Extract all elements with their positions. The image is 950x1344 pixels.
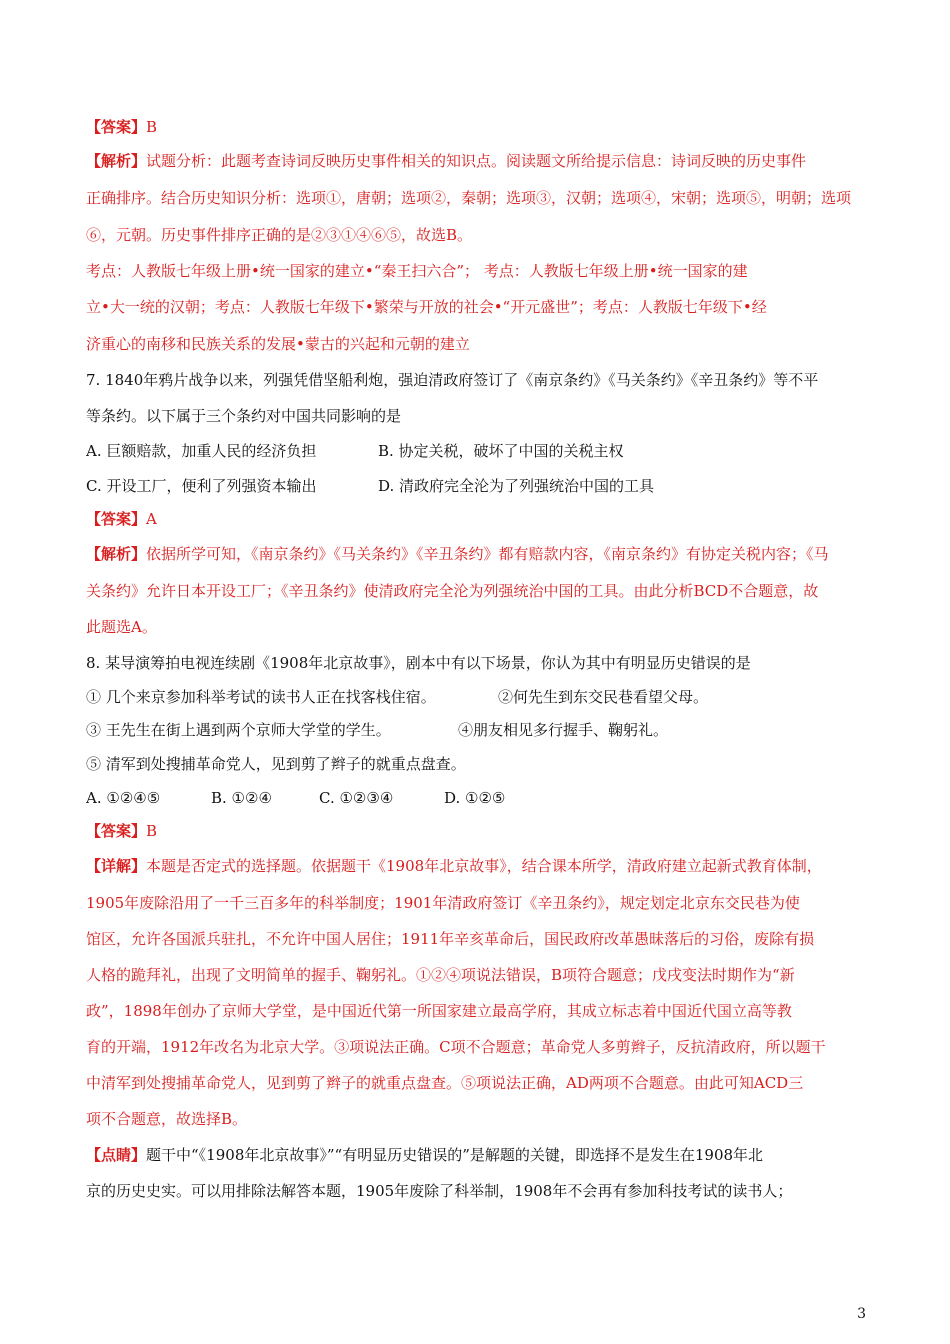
q6-answer-line xyxy=(86,116,876,138)
answer-tag: 【答案】 xyxy=(86,510,147,528)
q7-options-row-2 xyxy=(86,475,876,497)
q6-kaodian-line-1: 考点：人教版七年级上册•统一国家的建立•“秦王扫六合”； 考点：人教版七年级上册•统一国家的建 xyxy=(86,262,748,280)
analysis-tag: 【解析】 xyxy=(86,152,147,170)
analysis-text: 试题分析：此题考查诗词反映历史事件相关的知识点。阅读题文所给提示信息：诗词反映的历史事件 xyxy=(146,152,807,170)
answer-tag: 【答案】 xyxy=(86,822,147,840)
q8-scene-4: ④朋友相见多行握手、鞠躬礼。 xyxy=(458,721,669,739)
dianjing-text: 题干中“《1908年北京故事》”“有明显历史错误的”是解题的关键，即选择不是发生在1908年北 xyxy=(146,1146,764,1164)
answer-value: A xyxy=(146,510,157,528)
q8-scenes-row-1 xyxy=(86,686,876,708)
q8-stem: 8. 某导演筹拍电视连续剧《1908年北京故事》，剧本中有以下场景，你认为其中有明显历史错误的是 xyxy=(86,654,751,672)
q6-kaodian-line-3: 济重心的南移和民族关系的发展•蒙古的兴起和元朝的建立 xyxy=(86,335,470,353)
q7-option-d: D. 清政府完全沦为了列强统治中国的工具 xyxy=(378,477,655,495)
q8-detail-line-2: 1905年废除沿用了一千三百多年的科举制度；1901年清政府签订《辛丑条约》，规定划定北京东交民巷为使 xyxy=(86,894,800,912)
q8-scene-2: ②何先生到东交民巷看望父母。 xyxy=(498,688,709,706)
q6-kaodian-line-2: 立•大一统的汉朝；考点：人教版七年级下•繁荣与开放的社会•“开元盛世”；考点：人教版七年级下•经 xyxy=(86,298,767,316)
q7-stem-line-1: 7. 1840年鸦片战争以来，列强凭借坚船利炮，强迫清政府签订了《南京条约》《马关条约》《辛丑条约》等不平 xyxy=(86,371,819,389)
q7-analysis-line-3: 此题选A。 xyxy=(86,618,157,636)
q8-dianjing-line-2: 京的历史史实。可以用排除法解答本题，1905年废除了科举制，1908年不会再有参加科技考试的读书人； xyxy=(86,1182,793,1200)
q8-options-row xyxy=(86,787,876,809)
q7-option-a: A. 巨额赔款，加重人民的经济负担 xyxy=(86,442,317,460)
q8-scene-3: ③ 王先生在街上遇到两个京师大学堂的学生。 xyxy=(86,721,391,739)
q8-detail-line-4: 人格的跪拜礼，出现了文明简单的握手、鞠躬礼。①②④项说法错误，B项符合题意；戊戌变法时期作为“新 xyxy=(86,966,795,984)
q8-answer-line xyxy=(86,820,876,842)
q8-detail-line-1 xyxy=(86,855,876,877)
q6-analysis-line-3: ⑥，元朝。历史事件排序正确的是②③①④⑥⑤，故选B。 xyxy=(86,226,473,244)
q7-analysis-line-2: 关条约》允许日本开设工厂；《辛丑条约》使清政府完全沦为列强统治中国的工具。由此分析BCD不合题意，故 xyxy=(86,582,819,600)
q8-detail-line-7: 中清军到处搜捕革命党人，见到剪了辫子的就重点盘查。⑤项说法正确，AD两项不合题意。由此可知ACD三 xyxy=(86,1074,804,1092)
answer-value: B xyxy=(146,822,158,840)
q8-option-a: A. ①②④⑤ xyxy=(86,789,161,807)
q8-scene-5: ⑤ 清军到处搜捕革命党人，见到剪了辫子的就重点盘查。 xyxy=(86,755,466,773)
dianjing-tag: 【点睛】 xyxy=(86,1146,147,1164)
analysis-text: 依据所学可知，《南京条约》《马关条约》《辛丑条约》都有赔款内容，《南京条约》有协定关税内容；《马 xyxy=(146,545,829,563)
detail-text: 本题是否定式的选择题。依据题干《1908年北京故事》，结合课本所学，清政府建立起新式教育体制， xyxy=(146,857,822,875)
answer-value: B xyxy=(146,118,158,136)
q8-detail-line-3: 馆区，允许各国派兵驻扎，不允许中国人居住；1911年辛亥革命后，国民政府改革愚昧落后的习俗，废除有损 xyxy=(86,930,815,948)
q6-analysis-line-1 xyxy=(86,150,876,172)
analysis-tag: 【解析】 xyxy=(86,545,147,563)
q7-stem-line-2: 等条约。以下属于三个条约对中国共同影响的是 xyxy=(86,407,402,425)
q8-option-c: C. ①②③④ xyxy=(319,789,394,807)
q7-option-c: C. 开设工厂，便利了列强资本输出 xyxy=(86,477,317,495)
q8-option-d: D. ①②⑤ xyxy=(444,789,506,807)
q7-option-b: B. 协定关税，破坏了中国的关税主权 xyxy=(378,442,624,460)
q8-detail-line-5: 政”，1898年创办了京师大学堂，是中国近代第一所国家建立最高学府，其成立标志着中国近代国立高等教 xyxy=(86,1002,792,1020)
q8-scenes-row-2 xyxy=(86,719,876,741)
q7-answer-line xyxy=(86,508,876,530)
q7-options-row-1 xyxy=(86,440,876,462)
answer-tag: 【答案】 xyxy=(86,118,147,136)
q7-analysis-line-1 xyxy=(86,543,876,565)
q8-detail-line-6: 育的开端，1912年改名为北京大学。③项说法正确。C项不合题意；革命党人多剪辫子，反抗清政府，所以题干 xyxy=(86,1038,826,1056)
detail-tag: 【详解】 xyxy=(86,857,147,875)
q8-dianjing-line-1 xyxy=(86,1144,876,1166)
q8-detail-line-8: 项不合题意，故选择B。 xyxy=(86,1110,248,1128)
q8-option-b: B. ①②④ xyxy=(211,789,272,807)
page-number: 3 xyxy=(857,1306,866,1322)
q6-analysis-line-2: 正确排序。结合历史知识分析：选项①，唐朝；选项②，秦朝；选项③，汉朝；选项④，宋朝；选项⑤，明朝；选项 xyxy=(86,189,852,207)
q8-scene-1: ① 几个来京参加科举考试的读书人正在找客栈住宿。 xyxy=(86,688,436,706)
